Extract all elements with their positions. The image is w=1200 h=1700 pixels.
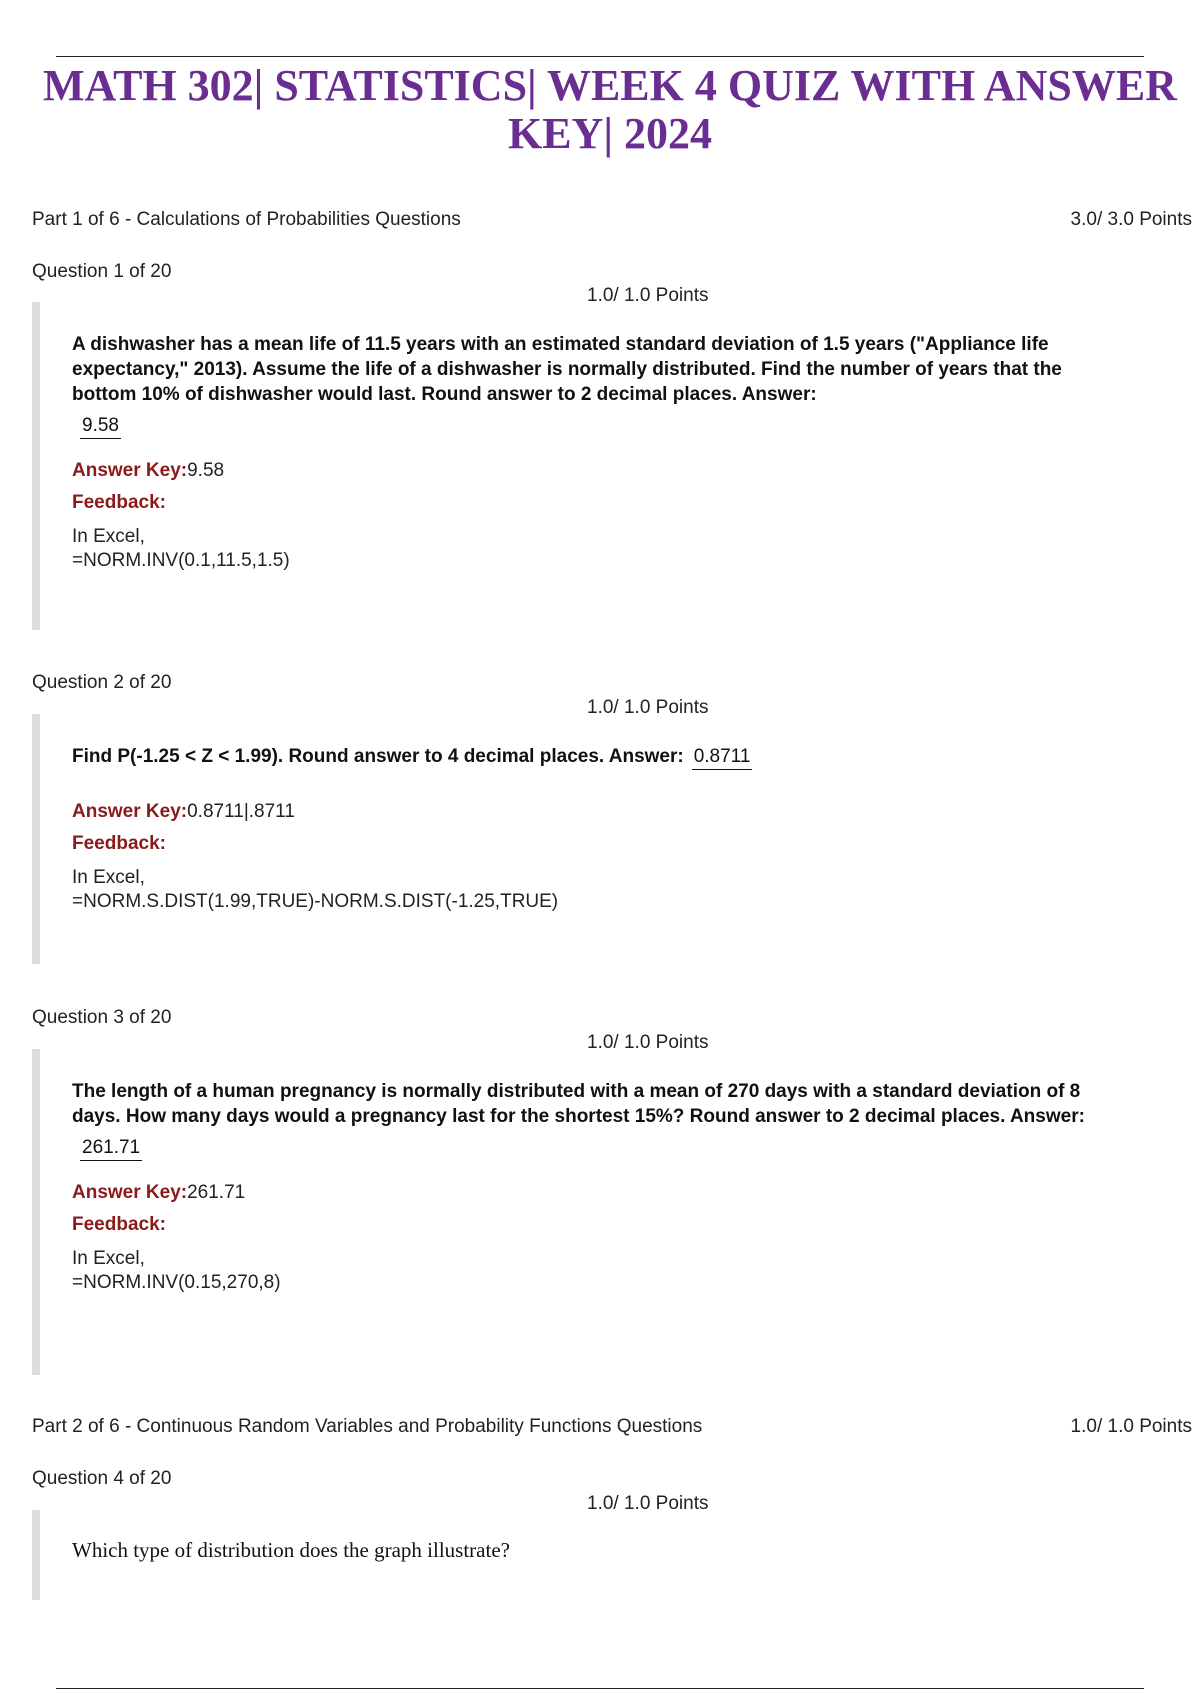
question-2-answer: 0.8711 [692,746,753,770]
question-2-feedback-line-2: =NORM.S.DIST(1.99,TRUE)-NORM.S.DIST(-1.25,TRUE) [72,891,559,912]
question-1-body [32,302,1142,630]
question-3-body [32,1049,1142,1375]
answer-key-label: Answer Key: [72,460,188,481]
part-title: Part 1 of 6 - Calculations of Probabilities Questions [32,209,461,230]
document-title-line-2: KEY| 2024 [507,109,713,158]
answer-key-label: Answer Key: [72,1182,188,1203]
question-4-points: 1.0/ 1.0 Points [587,1493,709,1514]
question-1-feedback-label [72,491,1122,515]
answer-key-value: 261.71 [187,1182,246,1203]
question-3-feedback-label [72,1213,1122,1237]
question-2-prompt: Find P(-1.25 < Z < 1.99). Round answer to 4 decimal places. Answer: [72,746,684,767]
question-4-body [32,1510,1142,1600]
feedback-label: Feedback: [72,492,166,513]
question-4-text: Which type of distribution does the graph illustrate? [72,1538,510,1562]
question-1-answer-key [72,459,1122,483]
question-3-header: Question 3 of 20 [32,1007,172,1028]
question-1-feedback-line-1: In Excel, [72,526,145,547]
part-1-header [32,209,1192,235]
question-1-points: 1.0/ 1.0 Points [587,285,709,306]
question-2-body [32,714,1142,964]
feedback-label: Feedback: [72,833,166,854]
question-3-feedback-line-2: =NORM.INV(0.15,270,8) [72,1272,281,1293]
answer-key-value: 0.8711|.8711 [187,801,295,822]
question-2-text [72,744,1122,770]
question-1-feedback-line-2: =NORM.INV(0.1,11.5,1.5) [72,550,290,571]
part-title: Part 2 of 6 - Continuous Random Variables and Probability Functions Questions [32,1416,703,1437]
bottom-rule [56,1688,1144,1689]
question-2-feedback-line-1: In Excel, [72,867,145,888]
question-1-text: A dishwasher has a mean life of 11.5 years with an estimated standard deviation of 1.5 years ("Appliance life expectancy," 2013). Assume the life of a dishwasher is normally distributed. Find the number of years that the bottom 10% of dishwasher would last. Round answer to 2 decimal places. Answer: [72,334,1062,405]
question-4-content [72,1538,1122,1563]
question-3-answer: 261.71 [80,1137,142,1161]
question-2-header: Question 2 of 20 [32,672,172,693]
question-2-feedback-label [72,832,1122,856]
answer-key-label: Answer Key: [72,801,188,822]
question-2-answer-key [72,800,1122,824]
question-2-points: 1.0/ 1.0 Points [587,697,709,718]
question-2-content [72,744,1122,914]
question-3-points: 1.0/ 1.0 Points [587,1032,709,1053]
question-1-header: Question 1 of 20 [32,261,172,282]
part-points: 1.0/ 1.0 Points [1070,1416,1192,1437]
part-points: 3.0/ 3.0 Points [1070,209,1192,230]
part-2-header [32,1416,1192,1442]
answer-key-value: 9.58 [187,460,225,481]
feedback-label: Feedback: [72,1214,166,1235]
top-rule [56,56,1144,57]
document-title [40,62,1180,158]
question-3-feedback-line-1: In Excel, [72,1248,145,1269]
document-title-line-1: MATH 302| STATISTICS| WEEK 4 QUIZ WITH ANSWER [43,61,1177,110]
question-3-content [72,1079,1122,1295]
question-3-answer-key [72,1181,1122,1205]
question-3-text: The length of a human pregnancy is normally distributed with a mean of 270 days with a standard deviation of 8 days. How many days would a pregnancy last for the shortest 15%? Round answer to 2 decimal places. Answer: [72,1081,1085,1127]
question-1-content [72,332,1122,573]
question-1-answer: 9.58 [80,415,121,439]
question-4-header: Question 4 of 20 [32,1468,172,1489]
